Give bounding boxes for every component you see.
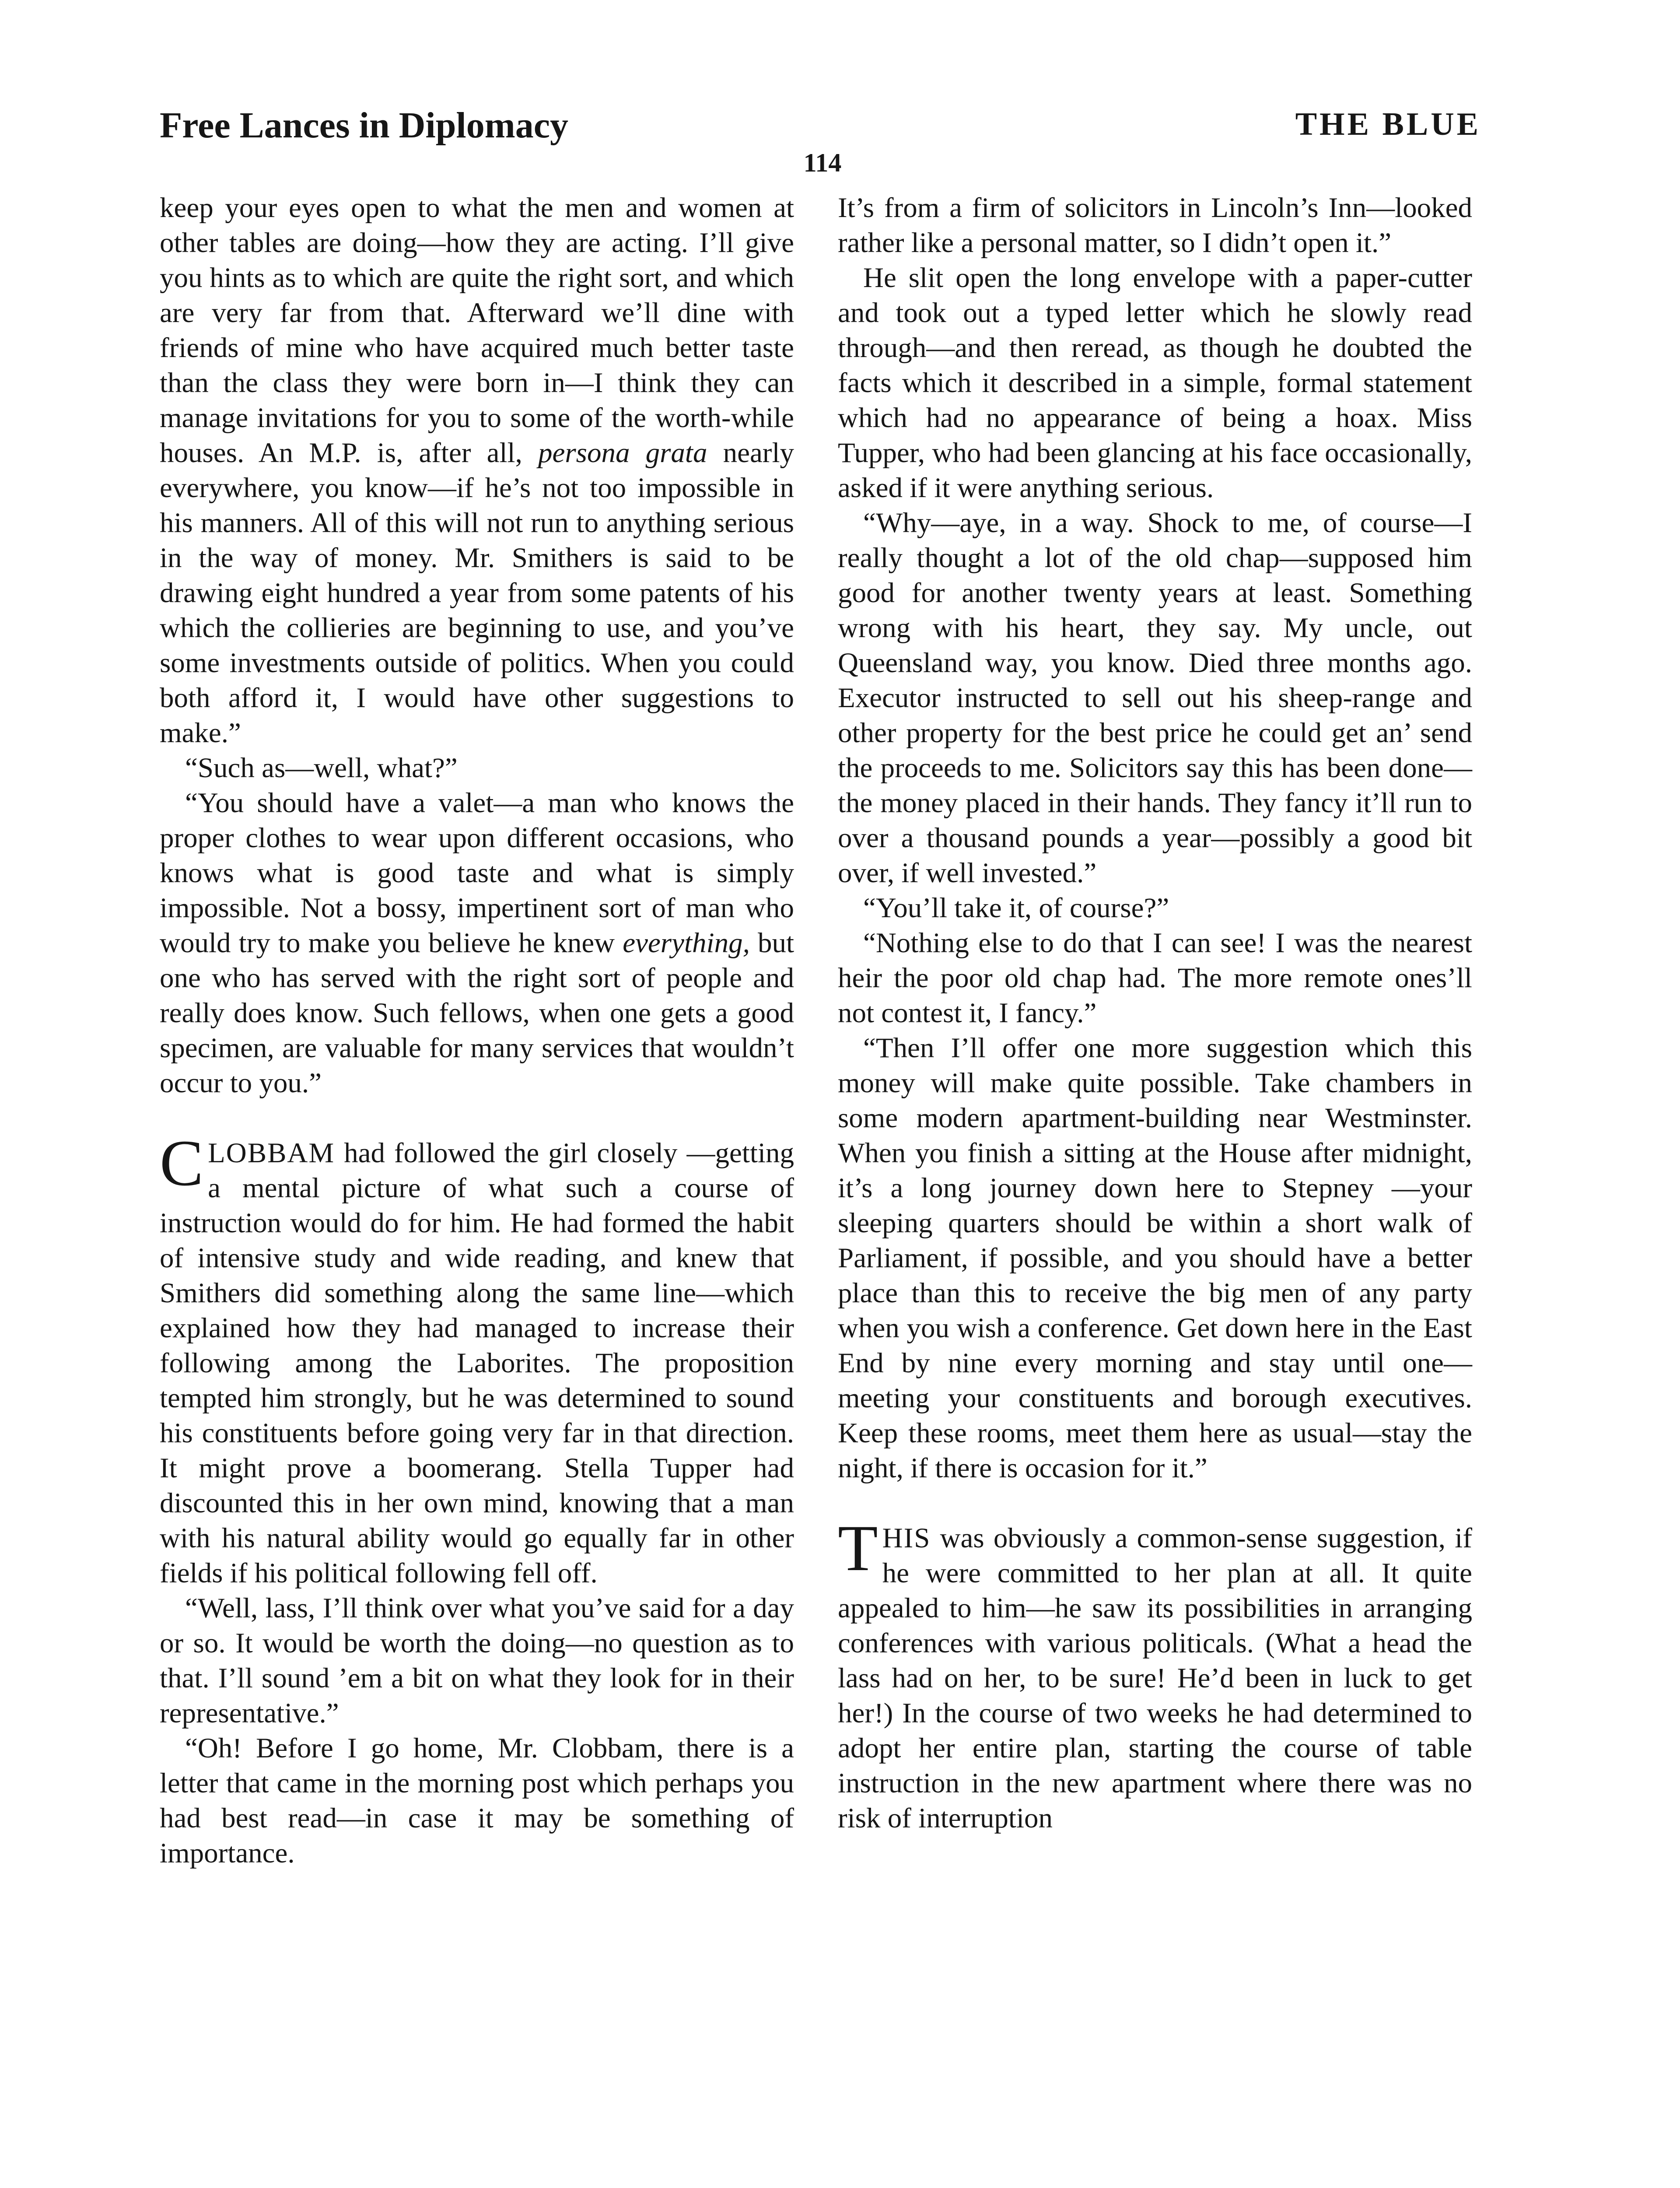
drop-cap: T (838, 1512, 878, 1585)
paragraph-text: had followed the girl closely —getting a mental picture of what such a course of instruction would do for him. He had formed the habit of intensive study and wide reading, and knew that Smithers did something along the same line—which explained how they had managed to increase their following among the Laborites. The proposition tempted him strongly, but he was determined to sound his constituents before going very far in that direction. It might prove a boomerang. Stella Tupper had discounted this in her own mind, knowing that a man with his natural ability would go equally far in other fields if his political following fell off. (160, 1137, 794, 1589)
story-title: Free Lances in Diplomacy (160, 105, 569, 146)
paragraph: “Oh! Before I go home, Mr. Clobbam, there is a letter that came in the morning post which perhaps you had best read—in case it may be something of importance. (160, 1732, 794, 1869)
paragraph-text: nearly everywhere, you know—if he’s not too impossible in his manners. All of this will not run to anything serious in the way of money. Mr. Smithers is said to be drawing eight hundred a year from some patents of his which the collieries are beginning to use, and you’ve some investments outside of politics. When you could both afford it, I would have other suggestions to make.” (160, 437, 794, 749)
paragraph: “Well, lass, I’ll think over what you’ve said for a day or so. It would be worth the doing—no question as to that. I’ll sound ’em a bit on what they look for in their representative.” (160, 1592, 794, 1729)
page-number: 114 (803, 148, 842, 177)
section-paragraph (838, 1512, 1472, 1836)
left-column (160, 190, 794, 1871)
paragraph: It’s from a firm of solicitors in Lincoln’s Inn—looked rather like a personal matter, so I didn’t open it.” (838, 192, 1472, 259)
paragraph: “Such as—well, what?” (185, 752, 458, 784)
drop-cap: C (160, 1127, 204, 1199)
paragraph: “Why—aye, in a way. Shock to me, of course—I really thought a lot of the old chap—supposed him good for another twenty years at least. Something wrong with his heart, they say. My uncle, out Queensland way, you know. Died three months ago. Executor instructed to sell out his sheep-range and other property for the best price he could get an’ send the proceeds to me. Solicitors say this has been done—the money placed in their hands. They fancy it’ll run to over a thousand pounds a year—possibly a good bit over, if well invested.” (838, 507, 1472, 889)
paragraph-text: was obviously a common-sense suggestion, if he were committed to her plan at all. It quite appealed to him—he saw its possibilities in arranging conferences with various politicals. (What a head the lass had on her, to be sure! He’d been in luck to get her!) In the course of two weeks he had determined to adopt her entire plan, starting the course of table instruction in the new apartment where there was no risk of interruption (838, 1522, 1472, 1834)
paragraph-text: keep your eyes open to what the men and women at other tables are doing—how they are acting. I’ll give you hints as to which are quite the right sort, and which are very far from that. Afterward we’ll dine with friends of mine who have acquired much better taste than the class they were born in—I think they can manage invitations for you to some of the worth-while houses. An M.P. is, after all, (160, 192, 794, 469)
paragraph: “Then I’ll offer one more suggestion which this money will make quite possible. Take chambers in some modern apartment-building near Westminster. When you finish a sitting at the House after midnight, it’s a long journey down here to Stepney —your sleeping quarters should be within a short walk of Parliament, if possible, and you should have a better place than this to receive the big men of any party when you wish a conference. Get down here in the East End by nine every morning and stay until one—meeting your constituents and borough executives. Keep these rooms, meet them here as usual—stay the night, if there is occasion for it.” (838, 1032, 1472, 1484)
italic-phrase: persona grata (538, 437, 707, 469)
italic-phrase: everything, (623, 927, 750, 959)
paragraph: “You’ll take it, of course?” (863, 892, 1169, 924)
small-caps-lead: HIS (882, 1522, 931, 1554)
magazine-name: THE BLUE (1295, 106, 1481, 142)
paragraph (160, 190, 794, 750)
paragraph (160, 785, 794, 1101)
right-column (838, 190, 1472, 1836)
paragraph-text: “You should have a valet—a man who knows the proper clothes to wear upon different occasions, who knows what is good taste and what is simply impossible. Not a bossy, impertinent sort of man who would try to make you believe he knew (160, 787, 794, 959)
paragraph-text: but one who has served with the right sort of people and really does know. Such fellows, when one gets a good specimen, are valuable for many services that wouldn’t occur to you.” (160, 927, 794, 1099)
paragraph: He slit open the long envelope with a paper-cutter and took out a typed letter which he slowly read through—and then reread, as though he doubted the facts which it described in a simple, formal statement which had no appearance of being a hoax. Miss Tupper, who had been glancing at his face occasionally, asked if it were anything serious. (838, 262, 1472, 504)
section-paragraph (160, 1127, 794, 1591)
paragraph: “Nothing else to do that I can see! I was the nearest heir the poor old chap had. The more remote ones’ll not contest it, I fancy.” (838, 927, 1472, 1029)
small-caps-lead: LOBBAM (208, 1137, 335, 1169)
